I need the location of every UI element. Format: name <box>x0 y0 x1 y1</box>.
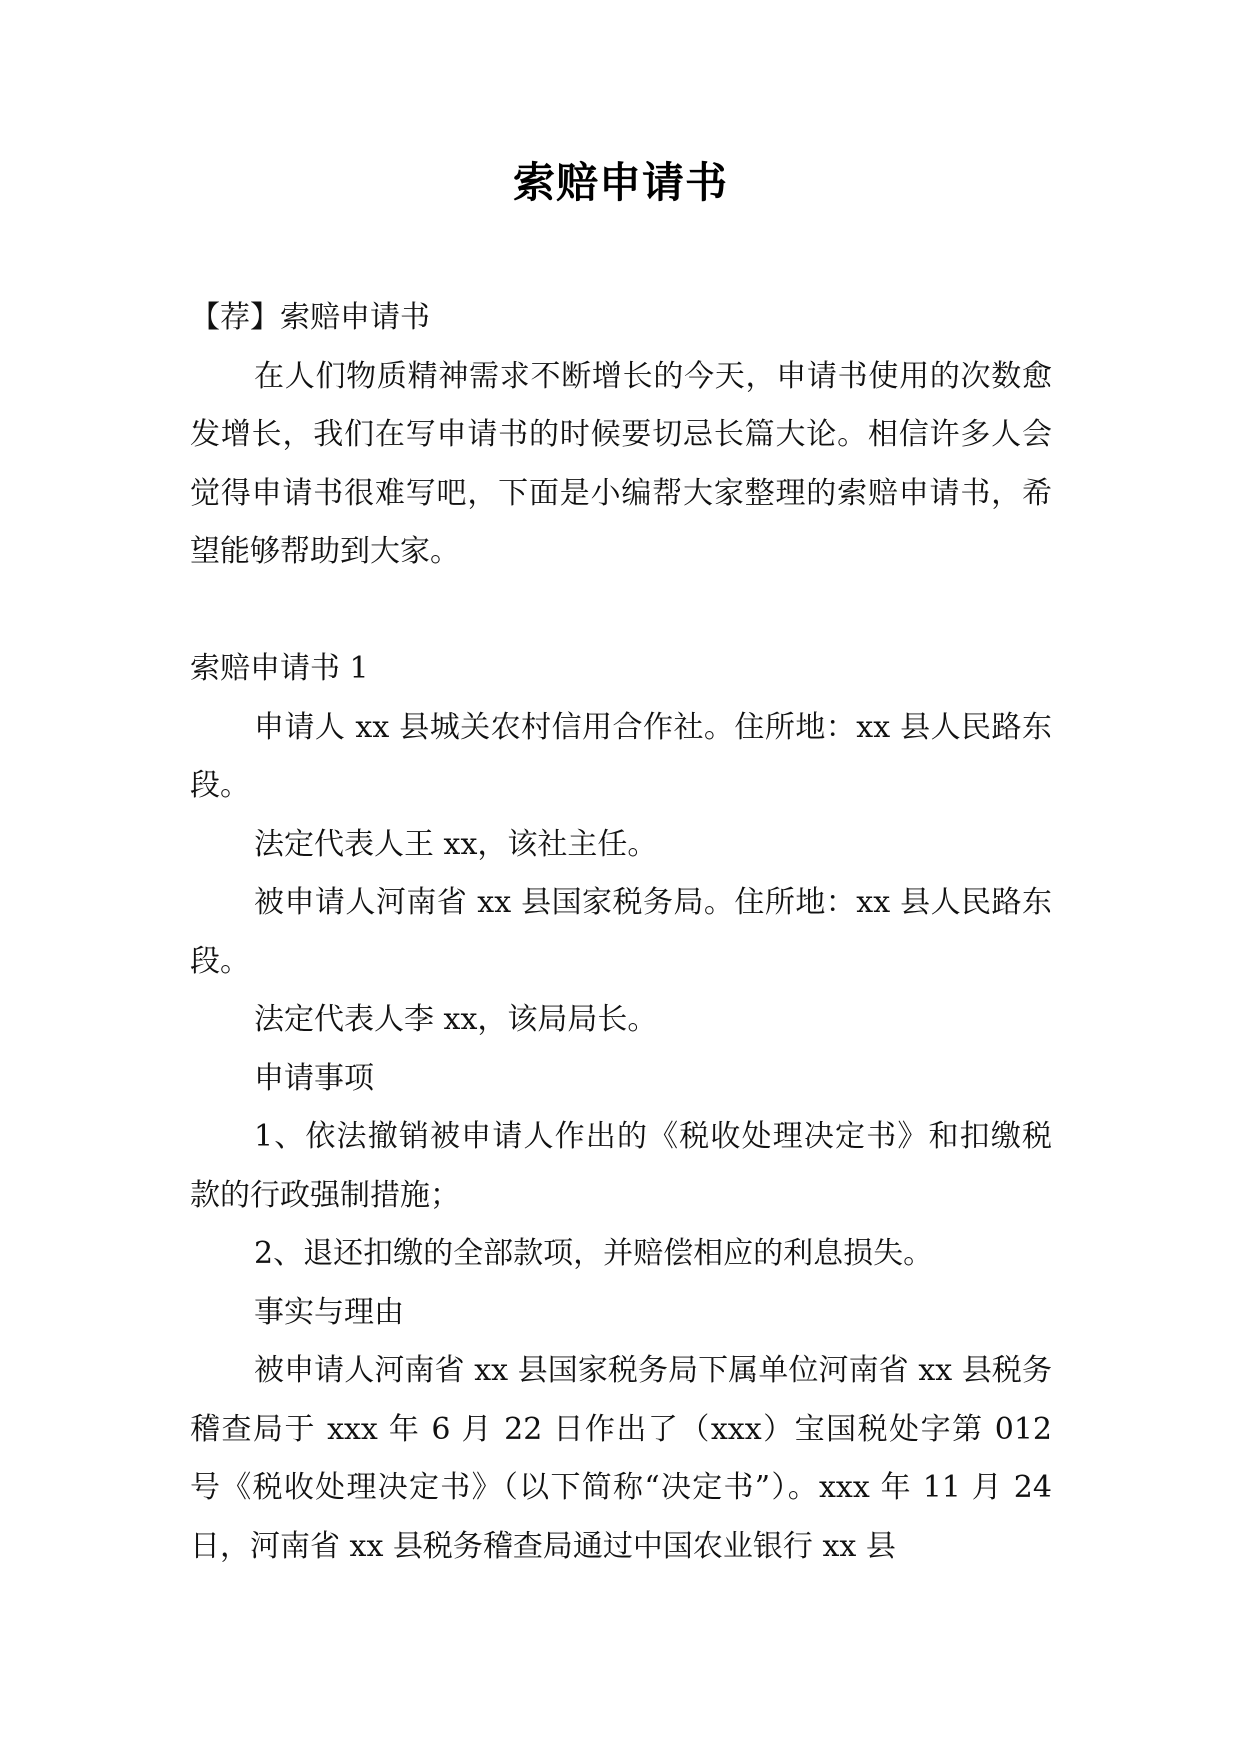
document-body <box>190 289 1052 1576</box>
tag-line: 【荐】索赔申请书 <box>190 300 430 335</box>
claim-item-2: 2、退还扣缴的全部款项，并赔偿相应的利息损失。 <box>254 1236 934 1271</box>
claims-heading: 申请事项 <box>254 1060 374 1096</box>
respondent-representative: 法定代表人李 xx，该局局长。 <box>254 1002 658 1037</box>
applicant-paragraph: 申请人 xx 县城关农村信用合作社。住所地：xx 县人民路东段。 <box>190 709 1052 803</box>
respondent-paragraph: 被申请人河南省 xx 县国家税务局。住所地：xx 县人民路东段。 <box>190 885 1052 979</box>
document-title: 索赔申请书 <box>512 158 728 207</box>
facts-paragraph: 被申请人河南省 xx 县国家税务局下属单位河南省 xx 县税务稽查局于 xxx 年 6 月 22 日作出了（xxx）宝国税处字第 012 号《税收处理决定书》（以下简称“决定书”）。xxx 年 11 月 24 日，河南省 xx 县税务稽查局通过中国农业银行 xx 县 <box>190 1353 1052 1564</box>
claim-item-1: 1、依法撤销被申请人作出的《税收处理决定书》和扣缴税款的行政强制措施； <box>190 1119 1052 1213</box>
blank-line <box>190 582 1052 641</box>
applicant-representative: 法定代表人王 xx，该社主任。 <box>254 826 658 862</box>
facts-heading: 事实与理由 <box>254 1294 404 1330</box>
section-heading: 索赔申请书 1 <box>190 651 369 686</box>
intro-paragraph: 在人们物质精神需求不断增长的今天，申请书使用的次数愈发增长，我们在写申请书的时候要切忌长篇大论。相信许多人会觉得申请书很难写吧，下面是小编帮大家整理的索赔申请书，希望能够帮助到大家。 <box>190 358 1052 569</box>
